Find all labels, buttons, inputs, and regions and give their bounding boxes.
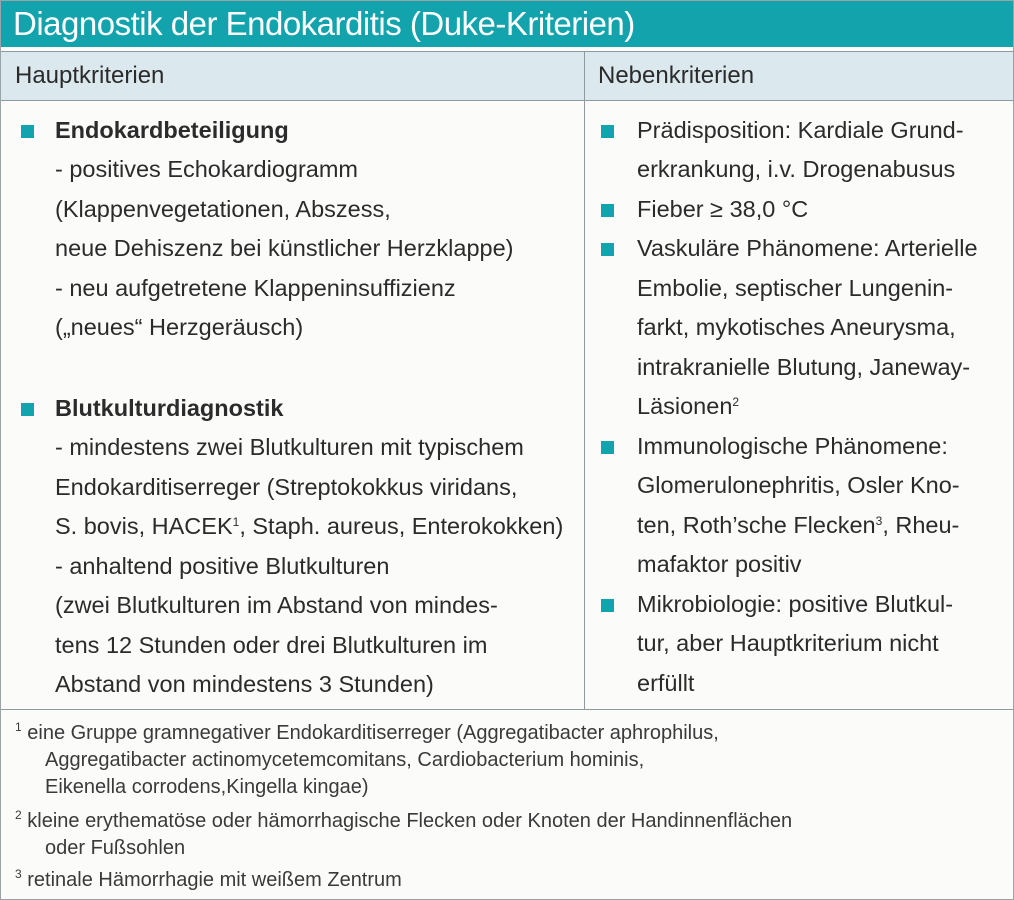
neben-line: erfüllt [637, 670, 695, 696]
square-bullet-icon [601, 243, 614, 256]
footnote-1-cont: Eikenella corrodens,Kingella kingae) [45, 776, 369, 798]
footnote-1-cont: Aggregatibacter actinomycetemcomitans, Cardiobacterium hominis, [45, 749, 645, 771]
neben-line: farkt, mykotisches Aneurysma, [637, 314, 956, 340]
square-bullet-icon [601, 125, 614, 138]
square-bullet-icon [21, 125, 34, 138]
endokard-title: Endokardbeteiligung [55, 117, 289, 143]
footnote-2: $^2$ kleine erythematöse oder hämorrhagische Flecken oder Knoten der Handinnenflächen [15, 808, 793, 832]
square-bullet-icon [21, 403, 34, 416]
square-bullet-icon [601, 204, 614, 217]
neben-line: Glomerulonephritis, Osler Kno- [637, 472, 960, 498]
footnote-2-cont: oder Fußsohlen [45, 837, 186, 859]
neben-line: Mikrobiologie: positive Blutkul- [637, 591, 954, 617]
neben-line: ten, Roth’sche Flecken$^3$, Rheu- [637, 512, 960, 538]
endokard-line: - neu aufgetretene Klappeninsuffizienz [55, 275, 456, 301]
blut-line: (zwei Blutkulturen im Abstand von mindes- [55, 592, 498, 618]
endokard-line: neue Dehiszenz bei künstlicher Herzklappe) [55, 235, 514, 261]
blut-line: Abstand von mindestens 3 Stunden) [55, 671, 434, 697]
neben-line: Vaskuläre Phänomene: Arterielle [637, 235, 978, 261]
neben-line: Immunologische Phänomene: [637, 433, 948, 459]
column-divider [584, 51, 585, 709]
blut-title: Blutkulturdiagnostik [55, 395, 284, 421]
footnote-3: $^3$ retinale Hämorrhagie mit weißem Zentrum [15, 867, 402, 891]
neben-line: intrakranielle Blutung, Janeway- [637, 354, 971, 380]
neben-line: mafaktor positiv [637, 551, 802, 577]
footnotes [1, 709, 1013, 900]
neben-line: Fieber ≥ 38,0 °C [637, 196, 809, 222]
neben-line: tur, aber Hauptkriterium nicht [637, 630, 939, 656]
header-hauptkriterien: Hauptkriterien [15, 62, 165, 89]
footnote-1: $^1$ eine Gruppe gramnegativer Endokarditiserreger (Aggregatibacter aphrophilus, [15, 720, 719, 744]
neben-line: erkrankung, i.v. Drogenabusus [637, 156, 956, 182]
footnote-ref: 2 [732, 395, 740, 409]
blut-line: tens 12 Stunden oder drei Blutkulturen im [55, 632, 488, 658]
square-bullet-icon [601, 599, 614, 612]
neben-line: Läsionen$^2$ [637, 393, 740, 419]
endokard-line: (Klappenvegetationen, Abszess, [55, 196, 391, 222]
blut-line: Endokarditiserreger (Streptokokkus viridans, [55, 474, 518, 500]
square-bullet-icon [601, 441, 614, 454]
column-header-row [1, 51, 1013, 101]
endokard-line: („neues“ Herzgeräusch) [55, 314, 304, 340]
table-title: Diagnostik der Endokarditis (Duke-Kriterien) [1, 1, 1013, 47]
blut-line: - anhaltend positive Blutkulturen [55, 553, 390, 579]
blut-line: - mindestens zwei Blutkulturen mit typischem [55, 434, 524, 460]
blut-line: S. bovis, HACEK$^1$, Staph. aureus, Enterokokken) [55, 513, 564, 539]
neben-line: Prädisposition: Kardiale Grund- [637, 117, 964, 143]
footnote-ref: 3 [875, 514, 883, 528]
header-nebenkriterien: Nebenkriterien [598, 62, 755, 89]
neben-line: Embolie, septischer Lungenin- [637, 275, 954, 301]
endokard-line: - positives Echokardiogramm [55, 156, 358, 182]
footnote-ref: 1 [232, 515, 240, 529]
